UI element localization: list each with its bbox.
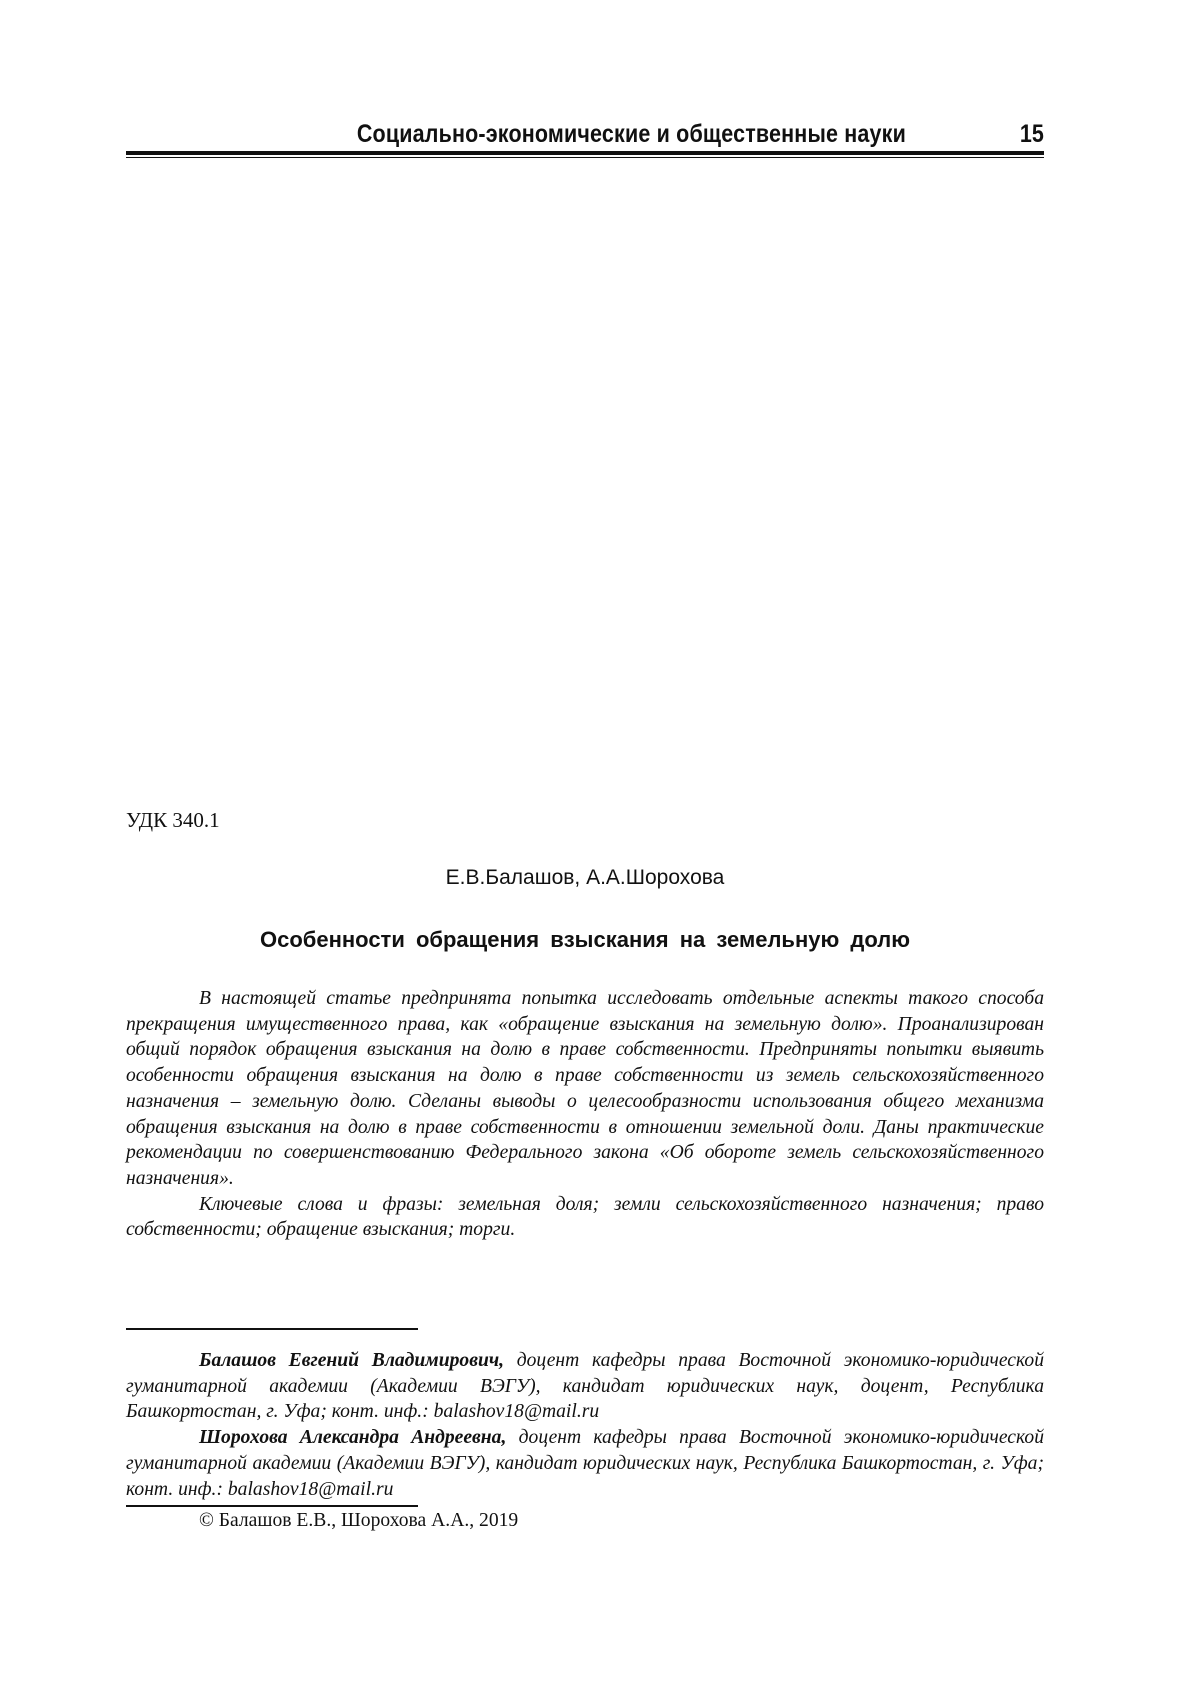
journal-section-title: Социально-экономические и общественные науки bbox=[356, 120, 906, 148]
footnote-separator bbox=[126, 1328, 418, 1330]
article-title: Особенности обращения взыскания на земельную долю bbox=[259, 927, 910, 952]
footnote-author-2-info: доцент кафедры права Восточной экономико-юридической гуманитарной академии (Академии ВЭГУ), кандидат юридических наук, Республика Башкортостан, г. Уфа; конт. инф.: balashov18@mail.ru bbox=[126, 1427, 1045, 1500]
header-rule-thin bbox=[126, 157, 1044, 158]
copyright-separator bbox=[126, 1505, 418, 1507]
footnote-author-1-info: доцент кафедры права Восточной экономико-юридической гуманитарной академии (Академии ВЭГУ), кандидат юридических наук, доцент, Республика Башкортостан, г. Уфа; конт. инф.: balashov18@mail.ru bbox=[126, 1350, 1044, 1423]
udk-code: УДК 340.1 bbox=[126, 808, 220, 832]
keywords: Ключевые слова и фразы: земельная доля; земли сельскохозяйственного назначения; право собственности; обращение взыскания; торги. bbox=[126, 1193, 1044, 1241]
abstract bbox=[126, 986, 1044, 1243]
copyright-notice: © Балашов Е.В., Шорохова А.А., 2019 bbox=[199, 1510, 519, 1531]
footnote-author-2-name: Шорохова Александра Андреевна, bbox=[199, 1427, 507, 1449]
footnote-author-1-name: Балашов Евгений Владимирович, bbox=[199, 1350, 505, 1371]
footnote-author-2 bbox=[126, 1425, 1044, 1502]
abstract-text: В настоящей статье предпринята попытка исследовать отдельные аспекты такого способа прекращения имущественного права, как «обращение взыскания на земельную долю». Проанализирован общий порядок обращения взыскания на долю в праве собственности. Предприняты попытки выявить особенности обращения взыскания на долю в праве собственности из земель сельскохозяйственного назначения – земельную долю. Сделаны выводы о целесообразности использования общего механизма обращения взыскания на долю в праве собственности в отношении земельной доли. Даны практические рекомендации по совершенствованию Федерального закона «Об обороте земель сельскохозяйственного назначения». bbox=[126, 988, 1044, 1189]
article-authors: Е.В.Балашов, А.А.Шорохова bbox=[445, 866, 725, 889]
footnote-author-1 bbox=[126, 1348, 1044, 1425]
header-rule-thick bbox=[126, 151, 1044, 155]
page-number: 15 bbox=[1020, 120, 1044, 148]
author-footnotes bbox=[126, 1348, 1044, 1502]
